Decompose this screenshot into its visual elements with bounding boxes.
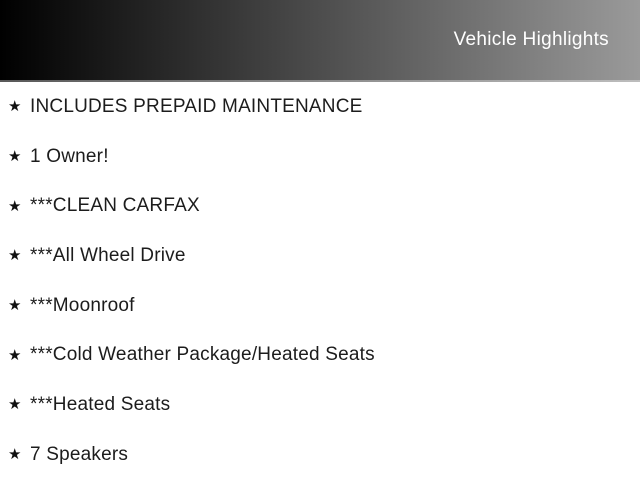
- list-item-label: INCLUDES PREPAID MAINTENANCE: [30, 95, 363, 117]
- star-icon: ★: [8, 346, 22, 364]
- star-icon: ★: [8, 247, 22, 265]
- list-item-label: ***Cold Weather Package/Heated Seats: [30, 344, 375, 366]
- star-icon: ★: [8, 446, 22, 464]
- list-item-label: 7 Speakers: [30, 443, 129, 465]
- list-item: [0, 281, 640, 331]
- star-icon: ★: [8, 297, 22, 315]
- list-item: [0, 181, 640, 231]
- list-item-label: 1 Owner!: [30, 145, 109, 167]
- star-icon: ★: [8, 148, 22, 166]
- star-icon: ★: [8, 197, 22, 215]
- list-item-label: ***CLEAN CARFAX: [30, 195, 200, 217]
- list-item-label: ***All Wheel Drive: [30, 244, 186, 266]
- page-title: Vehicle Highlights: [453, 29, 609, 50]
- list-item: [0, 82, 640, 132]
- list-item-label: ***Moonroof: [30, 294, 135, 316]
- star-icon: ★: [8, 396, 22, 414]
- list-item-label: ***Heated Seats: [30, 393, 171, 415]
- list-item: [0, 430, 640, 480]
- highlight-list: [0, 82, 640, 480]
- list-item: [0, 231, 640, 281]
- list-item: [0, 330, 640, 380]
- list-item: [0, 132, 640, 182]
- header-banner: [0, 0, 640, 82]
- star-icon: ★: [8, 98, 22, 116]
- list-item: [0, 380, 640, 430]
